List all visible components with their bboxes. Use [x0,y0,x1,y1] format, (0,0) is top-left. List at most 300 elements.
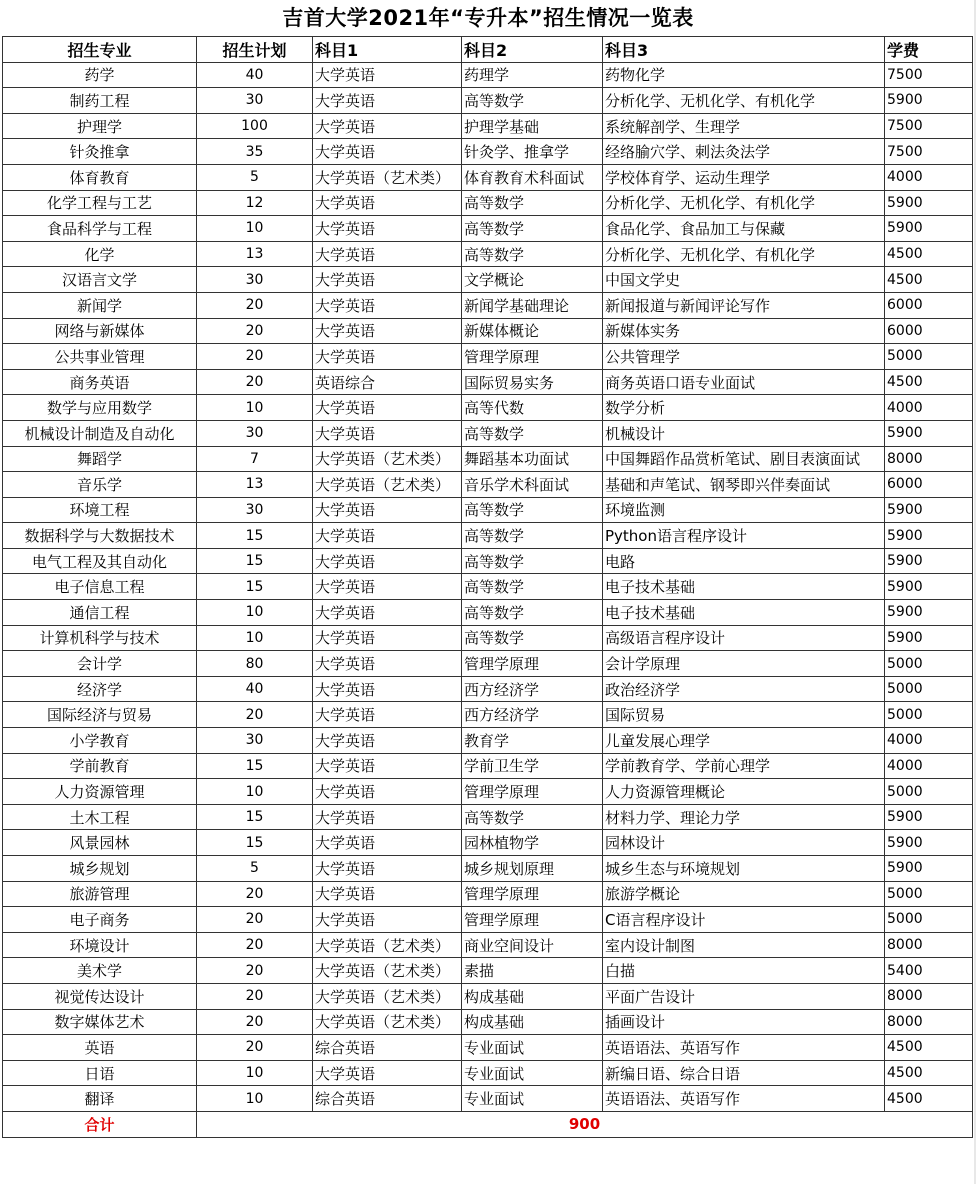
cell-tuition: 5000 [885,907,973,933]
cell-subject-1: 大学英语 [313,625,462,651]
cell-major: 化学 [3,241,197,267]
table-row [3,548,973,574]
table-row [3,113,973,139]
cell-subject-1: 大学英语 [313,395,462,421]
cell-tuition: 5900 [885,497,973,523]
cell-subject-1: 大学英语 [313,779,462,805]
table-row [3,779,973,805]
cell-subject-3: 学校体育学、运动生理学 [603,164,885,190]
enrollment-table [2,36,973,1138]
cell-major: 土木工程 [3,804,197,830]
cell-subject-3: 城乡生态与环境规划 [603,856,885,882]
cell-major: 制药工程 [3,88,197,114]
table-row [3,472,973,498]
table-row [3,395,973,421]
cell-subject-2: 城乡规划原理 [462,856,603,882]
cell-subject-3: 食品化学、食品加工与保藏 [603,216,885,242]
cell-major: 经济学 [3,676,197,702]
cell-subject-1: 大学英语 [313,830,462,856]
total-row [3,1111,973,1137]
cell-subject-1: 大学英语 [313,241,462,267]
cell-subject-2: 构成基础 [462,1009,603,1035]
cell-subject-3: 分析化学、无机化学、有机化学 [603,88,885,114]
cell-subject-1: 大学英语（艺术类） [313,958,462,984]
cell-subject-2: 高等数学 [462,190,603,216]
cell-subject-2: 高等数学 [462,216,603,242]
cell-tuition: 4500 [885,241,973,267]
cell-major: 音乐学 [3,472,197,498]
cell-subject-1: 大学英语（艺术类） [313,472,462,498]
cell-subject-3: 电子技术基础 [603,574,885,600]
cell-major: 人力资源管理 [3,779,197,805]
cell-plan: 30 [197,267,313,293]
table-row [3,881,973,907]
cell-subject-2: 新媒体概论 [462,318,603,344]
cell-major: 药学 [3,62,197,88]
cell-subject-1: 大学英语 [313,497,462,523]
cell-subject-3: 商务英语口语专业面试 [603,369,885,395]
cell-plan: 40 [197,62,313,88]
cell-plan: 20 [197,932,313,958]
cell-subject-1: 大学英语 [313,267,462,293]
cell-subject-2: 专业面试 [462,1060,603,1086]
cell-subject-1: 大学英语 [313,881,462,907]
cell-subject-3: 白描 [603,958,885,984]
cell-major: 数据科学与大数据技术 [3,523,197,549]
cell-plan: 20 [197,1035,313,1061]
cell-subject-3: 英语语法、英语写作 [603,1086,885,1112]
cell-major: 环境设计 [3,932,197,958]
header-plan: 招生计划 [197,37,313,63]
cell-subject-2: 高等数学 [462,88,603,114]
cell-subject-2: 专业面试 [462,1035,603,1061]
cell-major: 通信工程 [3,600,197,626]
table-row [3,600,973,626]
cell-subject-2: 园林植物学 [462,830,603,856]
cell-subject-1: 大学英语 [313,676,462,702]
cell-tuition: 7500 [885,62,973,88]
cell-tuition: 4000 [885,164,973,190]
cell-subject-2: 学前卫生学 [462,753,603,779]
cell-tuition: 4500 [885,1035,973,1061]
cell-major: 公共事业管理 [3,344,197,370]
cell-subject-1: 大学英语 [313,702,462,728]
cell-tuition: 5900 [885,804,973,830]
cell-subject-2: 药理学 [462,62,603,88]
cell-tuition: 6000 [885,472,973,498]
cell-tuition: 4500 [885,267,973,293]
cell-plan: 30 [197,728,313,754]
cell-subject-3: 数学分析 [603,395,885,421]
cell-plan: 35 [197,139,313,165]
table-row [3,932,973,958]
cell-subject-3: 新编日语、综合日语 [603,1060,885,1086]
cell-subject-3: 平面广告设计 [603,983,885,1009]
cell-subject-2: 高等代数 [462,395,603,421]
table-row [3,446,973,472]
cell-plan: 30 [197,497,313,523]
cell-plan: 10 [197,216,313,242]
cell-subject-1: 大学英语（艺术类） [313,1009,462,1035]
table-row [3,676,973,702]
cell-subject-2: 文学概论 [462,267,603,293]
cell-subject-3: 分析化学、无机化学、有机化学 [603,190,885,216]
cell-plan: 30 [197,88,313,114]
cell-subject-3: 经络腧穴学、刺法灸法学 [603,139,885,165]
cell-subject-3: 高级语言程序设计 [603,625,885,651]
cell-subject-2: 高等数学 [462,625,603,651]
cell-subject-2: 西方经济学 [462,702,603,728]
cell-tuition: 4000 [885,395,973,421]
cell-subject-3: 新媒体实务 [603,318,885,344]
cell-major: 舞蹈学 [3,446,197,472]
cell-major: 新闻学 [3,292,197,318]
cell-major: 会计学 [3,651,197,677]
cell-subject-3: 电路 [603,548,885,574]
cell-subject-1: 综合英语 [313,1086,462,1112]
cell-tuition: 5000 [885,881,973,907]
cell-subject-3: 电子技术基础 [603,600,885,626]
cell-subject-1: 大学英语 [313,216,462,242]
cell-subject-3: 园林设计 [603,830,885,856]
cell-major: 小学教育 [3,728,197,754]
cell-subject-1: 大学英语 [313,88,462,114]
cell-subject-2: 高等数学 [462,497,603,523]
cell-subject-1: 大学英语 [313,190,462,216]
cell-tuition: 5900 [885,625,973,651]
cell-plan: 12 [197,190,313,216]
cell-tuition: 4500 [885,369,973,395]
cell-subject-2: 管理学原理 [462,907,603,933]
cell-subject-2: 素描 [462,958,603,984]
table-row [3,728,973,754]
cell-subject-2: 管理学原理 [462,881,603,907]
cell-subject-1: 大学英语（艺术类） [313,446,462,472]
cell-plan: 7 [197,446,313,472]
cell-subject-2: 护理学基础 [462,113,603,139]
table-row [3,369,973,395]
cell-plan: 15 [197,830,313,856]
cell-plan: 10 [197,600,313,626]
header-subject-3: 科目3 [603,37,885,63]
cell-plan: 10 [197,1086,313,1112]
cell-tuition: 5000 [885,651,973,677]
cell-plan: 20 [197,344,313,370]
cell-subject-1: 英语综合 [313,369,462,395]
cell-tuition: 5400 [885,958,973,984]
table-row [3,190,973,216]
cell-major: 机械设计制造及自动化 [3,420,197,446]
cell-major: 旅游管理 [3,881,197,907]
cell-subject-2: 国际贸易实务 [462,369,603,395]
cell-subject-3: 材料力学、理论力学 [603,804,885,830]
cell-plan: 15 [197,804,313,830]
cell-subject-1: 大学英语 [313,139,462,165]
table-row [3,804,973,830]
cell-major: 化学工程与工艺 [3,190,197,216]
cell-subject-1: 大学英语（艺术类） [313,932,462,958]
cell-major: 食品科学与工程 [3,216,197,242]
cell-tuition: 7500 [885,113,973,139]
cell-tuition: 5000 [885,676,973,702]
cell-subject-1: 综合英语 [313,1035,462,1061]
cell-plan: 10 [197,625,313,651]
cell-subject-3: 儿童发展心理学 [603,728,885,754]
cell-subject-3: 基础和声笔试、钢琴即兴伴奏面试 [603,472,885,498]
cell-subject-1: 大学英语 [313,548,462,574]
cell-subject-2: 新闻学基础理论 [462,292,603,318]
table-row [3,1060,973,1086]
cell-major: 电子信息工程 [3,574,197,600]
table-row [3,523,973,549]
cell-tuition: 5900 [885,523,973,549]
cell-subject-2: 高等数学 [462,548,603,574]
table-row [3,625,973,651]
cell-major: 城乡规划 [3,856,197,882]
cell-major: 风景园林 [3,830,197,856]
table-row [3,62,973,88]
cell-tuition: 4000 [885,728,973,754]
cell-subject-3: 旅游学概论 [603,881,885,907]
cell-plan: 5 [197,164,313,190]
cell-subject-2: 管理学原理 [462,779,603,805]
table-row [3,753,973,779]
cell-tuition: 5900 [885,830,973,856]
cell-subject-2: 构成基础 [462,983,603,1009]
cell-subject-3: 国际贸易 [603,702,885,728]
table-row [3,856,973,882]
cell-tuition: 4500 [885,1060,973,1086]
cell-tuition: 5000 [885,344,973,370]
cell-major: 美术学 [3,958,197,984]
cell-subject-3: 新闻报道与新闻评论写作 [603,292,885,318]
cell-major: 计算机科学与技术 [3,625,197,651]
table-row [3,1009,973,1035]
cell-tuition: 5900 [885,420,973,446]
cell-plan: 100 [197,113,313,139]
cell-major: 汉语言文学 [3,267,197,293]
cell-major: 商务英语 [3,369,197,395]
cell-tuition: 6000 [885,292,973,318]
cell-plan: 20 [197,702,313,728]
cell-plan: 15 [197,548,313,574]
cell-plan: 10 [197,1060,313,1086]
cell-major: 网络与新媒体 [3,318,197,344]
cell-plan: 5 [197,856,313,882]
cell-subject-2: 高等数学 [462,241,603,267]
cell-plan: 20 [197,1009,313,1035]
cell-plan: 80 [197,651,313,677]
cell-subject-3: 学前教育学、学前心理学 [603,753,885,779]
cell-subject-1: 大学英语 [313,804,462,830]
table-row [3,267,973,293]
cell-subject-1: 大学英语 [313,523,462,549]
cell-subject-1: 大学英语 [313,907,462,933]
cell-subject-2: 针灸学、推拿学 [462,139,603,165]
cell-plan: 20 [197,318,313,344]
table-row [3,164,973,190]
cell-major: 日语 [3,1060,197,1086]
header-row [3,37,973,63]
cell-plan: 13 [197,472,313,498]
header-major: 招生专业 [3,37,197,63]
cell-subject-1: 大学英语 [313,62,462,88]
cell-tuition: 5000 [885,702,973,728]
cell-plan: 40 [197,676,313,702]
cell-subject-1: 大学英语 [313,856,462,882]
cell-major: 英语 [3,1035,197,1061]
cell-subject-2: 高等数学 [462,804,603,830]
table-row [3,216,973,242]
cell-tuition: 5900 [885,88,973,114]
cell-major: 护理学 [3,113,197,139]
cell-subject-1: 大学英语 [313,344,462,370]
cell-subject-1: 大学英语 [313,113,462,139]
cell-plan: 20 [197,369,313,395]
cell-subject-2: 管理学原理 [462,651,603,677]
table-row [3,88,973,114]
cell-subject-1: 大学英语（艺术类） [313,164,462,190]
table-row [3,241,973,267]
cell-subject-2: 商业空间设计 [462,932,603,958]
table-row [3,830,973,856]
cell-major: 环境工程 [3,497,197,523]
table-row [3,420,973,446]
cell-tuition: 6000 [885,318,973,344]
cell-subject-2: 西方经济学 [462,676,603,702]
cell-plan: 30 [197,420,313,446]
cell-subject-1: 大学英语 [313,318,462,344]
cell-major: 电子商务 [3,907,197,933]
table-title: 吉首大学2021年“专升本”招生情况一览表 [282,6,694,30]
cell-major: 针灸推拿 [3,139,197,165]
cell-plan: 10 [197,395,313,421]
table-row [3,318,973,344]
table-row [3,702,973,728]
cell-subject-2: 高等数学 [462,600,603,626]
cell-subject-3: 政治经济学 [603,676,885,702]
cell-subject-3: 系统解剖学、生理学 [603,113,885,139]
table-row [3,292,973,318]
cell-subject-2: 音乐学术科面试 [462,472,603,498]
cell-subject-3: 分析化学、无机化学、有机化学 [603,241,885,267]
cell-tuition: 5900 [885,856,973,882]
cell-subject-1: 大学英语 [313,728,462,754]
cell-subject-3: 环境监测 [603,497,885,523]
table-row [3,139,973,165]
cell-subject-1: 大学英语 [313,420,462,446]
cell-major: 国际经济与贸易 [3,702,197,728]
cell-subject-2: 专业面试 [462,1086,603,1112]
cell-subject-2: 教育学 [462,728,603,754]
cell-tuition: 5900 [885,216,973,242]
table-row [3,1086,973,1112]
cell-major: 翻译 [3,1086,197,1112]
table-row [3,907,973,933]
header-tuition: 学费 [885,37,973,63]
cell-plan: 15 [197,753,313,779]
cell-subject-3: 室内设计制图 [603,932,885,958]
cell-tuition: 5000 [885,779,973,805]
cell-subject-3: 插画设计 [603,1009,885,1035]
table-row [3,497,973,523]
table-row [3,1035,973,1061]
cell-subject-2: 高等数学 [462,574,603,600]
table-body [3,62,973,1111]
cell-tuition: 5900 [885,574,973,600]
cell-plan: 13 [197,241,313,267]
cell-subject-1: 大学英语 [313,651,462,677]
cell-tuition: 7500 [885,139,973,165]
cell-subject-3: 中国文学史 [603,267,885,293]
cell-subject-1: 大学英语 [313,1060,462,1086]
cell-tuition: 8000 [885,1009,973,1035]
cell-plan: 15 [197,574,313,600]
cell-subject-2: 舞蹈基本功面试 [462,446,603,472]
table-row [3,983,973,1009]
cell-subject-3: 人力资源管理概论 [603,779,885,805]
cell-subject-2: 高等数学 [462,523,603,549]
header-subject-1: 科目1 [313,37,462,63]
cell-major: 体育教育 [3,164,197,190]
cell-major: 数学与应用数学 [3,395,197,421]
table-row [3,651,973,677]
cell-plan: 20 [197,907,313,933]
cell-subject-1: 大学英语（艺术类） [313,983,462,1009]
table-row [3,344,973,370]
cell-subject-3: Python语言程序设计 [603,523,885,549]
cell-subject-3: 中国舞蹈作品赏析笔试、剧目表演面试 [603,446,885,472]
cell-tuition: 5900 [885,548,973,574]
table-row [3,958,973,984]
total-label: 合计 [3,1111,197,1137]
cell-major: 视觉传达设计 [3,983,197,1009]
cell-tuition: 8000 [885,446,973,472]
cell-plan: 15 [197,523,313,549]
cell-plan: 20 [197,881,313,907]
header-subject-2: 科目2 [462,37,603,63]
cell-subject-3: 英语语法、英语写作 [603,1035,885,1061]
cell-subject-3: C语言程序设计 [603,907,885,933]
cell-plan: 20 [197,958,313,984]
cell-subject-3: 机械设计 [603,420,885,446]
cell-major: 数字媒体艺术 [3,1009,197,1035]
cell-subject-3: 药物化学 [603,62,885,88]
cell-plan: 20 [197,292,313,318]
cell-subject-3: 会计学原理 [603,651,885,677]
cell-tuition: 8000 [885,932,973,958]
cell-plan: 20 [197,983,313,1009]
cell-subject-1: 大学英语 [313,753,462,779]
cell-subject-1: 大学英语 [313,574,462,600]
cell-subject-1: 大学英语 [313,600,462,626]
cell-subject-3: 公共管理学 [603,344,885,370]
total-value: 900 [197,1111,973,1137]
cell-subject-1: 大学英语 [313,292,462,318]
cell-subject-2: 高等数学 [462,420,603,446]
cell-subject-2: 管理学原理 [462,344,603,370]
cell-tuition: 4000 [885,753,973,779]
cell-major: 学前教育 [3,753,197,779]
cell-tuition: 8000 [885,983,973,1009]
cell-subject-2: 体育教育术科面试 [462,164,603,190]
cell-major: 电气工程及其自动化 [3,548,197,574]
cell-tuition: 4500 [885,1086,973,1112]
cell-tuition: 5900 [885,600,973,626]
cell-plan: 10 [197,779,313,805]
cell-tuition: 5900 [885,190,973,216]
table-row [3,574,973,600]
